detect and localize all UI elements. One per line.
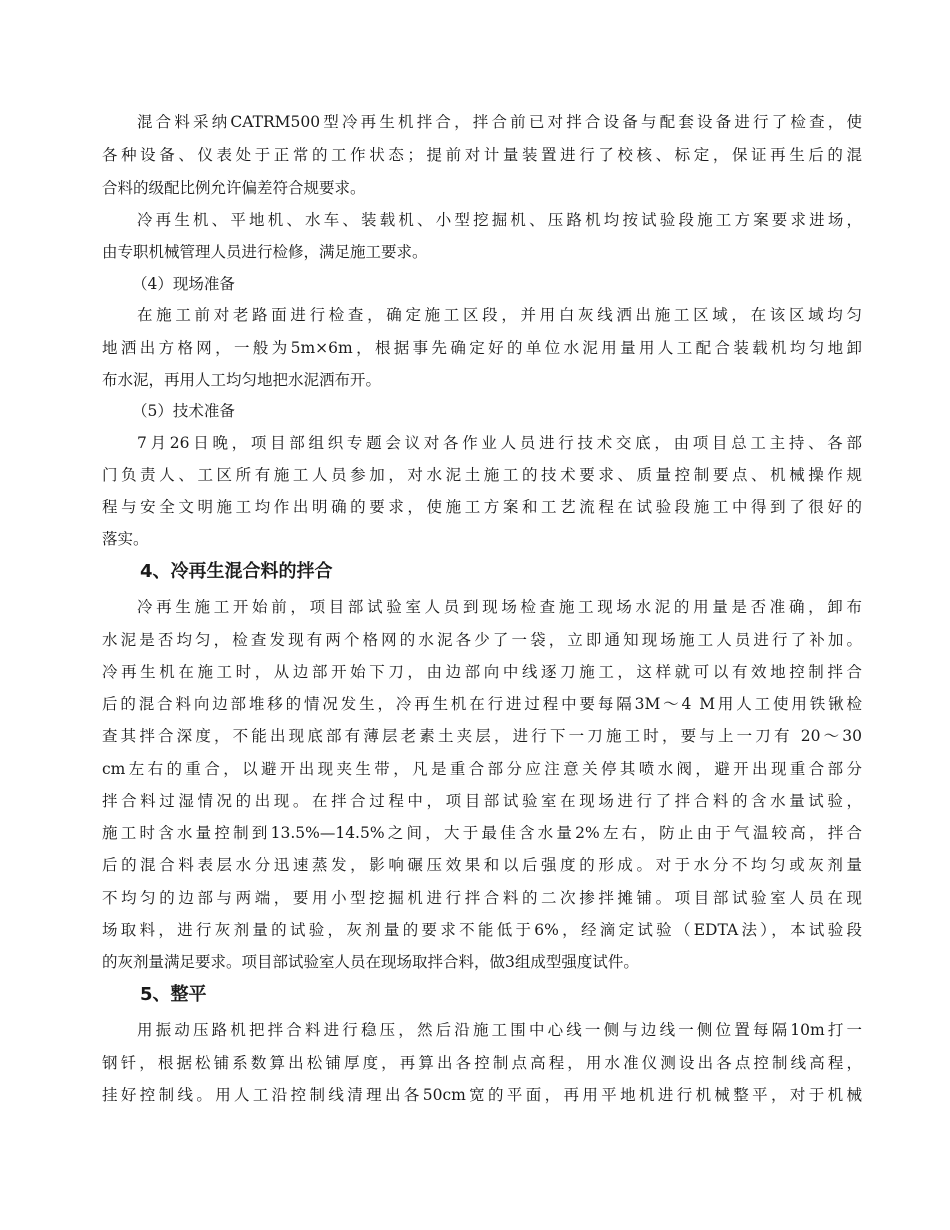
paragraph-line: 地洒出方格网，一般为5m×6m，根据事先确定好的单位水泥用量用人工配合装载机均匀地卸: [102, 339, 862, 357]
section-heading: 5、整平: [140, 984, 207, 1005]
paragraph-line: 用振动压路机把拌合料进行稳压，然后沿施工围中心线一侧与边线一侧位置每隔10m打一: [137, 1021, 862, 1039]
paragraph-line: 后的混合料表层水分迅速蒸发，影响碾压效果和以后强度的形成。对于水分不均匀或灰剂量: [102, 856, 862, 874]
paragraph-line: 钢钎，根据松铺系数算出松铺厚度，再算出各控制点高程，用水准仪测设出各点控制线高程，: [102, 1054, 862, 1072]
paragraph-line: 各种设备、仪表处于正常的工作状态；提前对计量装置进行了校核、标定，保证再生后的混: [102, 146, 862, 164]
paragraph-line: 合料的级配比例允许偏差符合规要求。: [102, 179, 366, 197]
paragraph-line: 7月26日晚，项目部组织专题会议对各作业人员进行技术交底，由项目总工主持、各部: [137, 434, 862, 452]
paragraph-line: 查其拌合深度，不能出现底部有薄层老素土夹层，进行下一刀施工时，要与上一刀有 20～30: [102, 727, 862, 745]
paragraph-line: 由专职机械管理人员进行检修，满足施工要求。: [102, 243, 428, 261]
paragraph-line: 冷再生机、平地机、水车、装载机、小型挖掘机、压路机均按试验段施工方案要求进场，: [137, 211, 862, 229]
paragraph-line: 落实。: [102, 530, 149, 548]
subsection-title: （4）现场准备: [132, 275, 235, 293]
paragraph-line: 场取料，进行灰剂量的试验，灰剂量的要求不能低于6%，经滴定试验（EDTA法），本试验段: [102, 921, 862, 939]
paragraph-line: 不均匀的边部与两端，要用小型挖掘机进行拌合料的二次掺拌摊铺。项目部试验室人员在现: [102, 889, 862, 907]
subsection-title: （5）技术准备: [132, 402, 235, 420]
paragraph-line: 冷再生机在施工时，从边部开始下刀，由边部向中线逐刀施工，这样就可以有效地控制拌合: [102, 663, 862, 681]
paragraph-line: 挂好控制线。用人工沿控制线清理出各50cm宽的平面，再用平地机进行机械整平，对于机械: [102, 1086, 862, 1104]
paragraph-line: 冷再生施工开始前，项目部试验室人员到现场检查施工现场水泥的用量是否准确，卸布: [137, 598, 862, 616]
paragraph-line: 门负责人、工区所有施工人员参加，对水泥土施工的技术要求、质量控制要点、机械操作规: [102, 466, 862, 484]
paragraph-line: 混合料采纳CATRM500型冷再生机拌合，拌合前已对拌合设备与配套设备进行了检查，使: [137, 113, 862, 131]
paragraph-line: 后的混合料向边部堆移的情况发生，冷再生机在行进过程中要每隔3M～4 M用人工使用铁锹检: [102, 695, 862, 713]
paragraph-line: 施工时含水量控制到13.5%—14.5%之间，大于最佳含水量2%左右，防止由于气温较高，拌合: [102, 824, 862, 842]
paragraph-line: 的灰剂量满足要求。项目部试验室人员在现场取拌合料，做3组成型强度试件。: [102, 953, 639, 971]
paragraph-line: 水泥是否均匀，检查发现有两个格网的水泥各少了一袋，立即通知现场施工人员进行了补加。: [102, 631, 862, 649]
paragraph-line: 拌合料过湿情况的出现。在拌合过程中，项目部试验室在现场进行了拌合料的含水量试验，: [102, 792, 862, 810]
paragraph-line: 在施工前对老路面进行检查，确定施工区段，并用白灰线洒出施工区域，在该区域均匀: [137, 306, 862, 324]
section-heading: 4、冷再生混合料的拌合: [140, 561, 333, 582]
paragraph-line: 程与安全文明施工均作出明确的要求，使施工方案和工艺流程在试验段施工中得到了很好的: [102, 498, 862, 516]
paragraph-line: cm左右的重合，以避开出现夹生带，凡是重合部分应注意关停其喷水阀，避开出现重合部分: [102, 760, 862, 778]
paragraph-line: 布水泥，再用人工均匀地把水泥洒布开。: [102, 371, 382, 389]
